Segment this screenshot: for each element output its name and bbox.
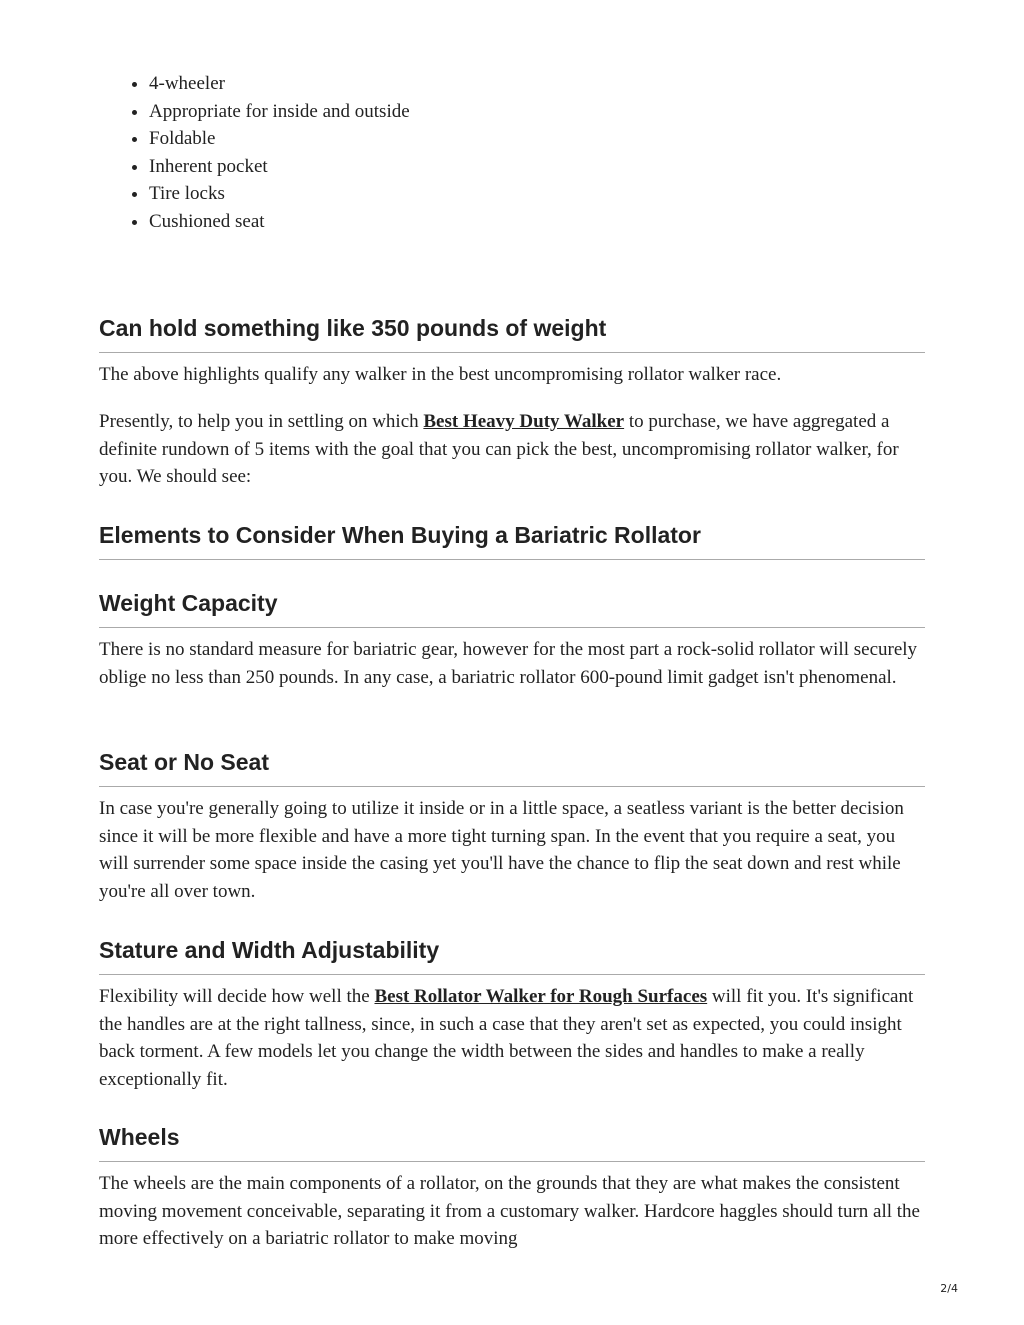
heading-elements-to-consider: Elements to Consider When Buying a Bariatric Rollator bbox=[99, 521, 925, 560]
heading-seat-or-no-seat: Seat or No Seat bbox=[99, 748, 925, 787]
list-item: • 4-wheeler bbox=[149, 70, 410, 98]
text: will fit you. It's significant the handles are at the right tallness, since, in such a case that they aren't set as expected, you could insight back torment. A few models let you change the width between the sides and handles to make a really exceptionally fit. bbox=[99, 986, 914, 1090]
heading-weight-capacity: Weight Capacity bbox=[99, 589, 925, 628]
text: to purchase, we have aggregated a definite rundown of 5 items with the goal that you can pick the best, uncompromising rollator walker, for you. We should see: bbox=[99, 411, 899, 488]
list-item: • Appropriate for inside and outside bbox=[149, 98, 410, 126]
heading-wheels: Wheels bbox=[99, 1123, 925, 1162]
page-number: 2/4 bbox=[940, 1282, 958, 1295]
feature-list bbox=[126, 70, 410, 236]
text: Presently, to help you in settling on which bbox=[99, 411, 424, 432]
paragraph: There is no standard measure for bariatric gear, however for the most part a rock-solid rollator will securely oblige no less than 250 pounds. In any case, a bariatric rollator 600-pound limit gadget isn't phenomenal. bbox=[99, 639, 918, 688]
list-item: • Cushioned seat bbox=[149, 208, 410, 236]
paragraph: In case you're generally going to utilize it inside or in a little space, a seatless variant is the better decision since it will be more flexible and have a more tight turning span. In the event that you require a seat, you will surrender some space inside the casing yet you'll have the chance to flip the seat down and rest while you're all over town. bbox=[99, 798, 904, 902]
heading-weight-limit: Can hold something like 350 pounds of weight bbox=[99, 314, 925, 353]
list-item: • Tire locks bbox=[149, 180, 410, 208]
heading-stature-width: Stature and Width Adjustability bbox=[99, 936, 925, 975]
paragraph: The above highlights qualify any walker in the best uncompromising rollator walker race. bbox=[99, 364, 782, 385]
paragraph: The wheels are the main components of a rollator, on the grounds that they are what makes the consistent moving movement conceivable, separating it from a customary walker. Hardcore haggles should turn all the more effectively on a bariatric rollator to make moving bbox=[99, 1173, 920, 1250]
best-heavy-duty-walker-link[interactable]: Best Heavy Duty Walker bbox=[423, 411, 625, 432]
list-item: • Foldable bbox=[149, 125, 410, 153]
list-item: • Inherent pocket bbox=[149, 153, 410, 181]
text: Flexibility will decide how well the bbox=[99, 986, 375, 1007]
paragraph bbox=[99, 983, 925, 1093]
paragraph bbox=[99, 408, 925, 491]
best-rollator-walker-rough-surfaces-link[interactable]: Best Rollator Walker for Rough Surfaces bbox=[374, 986, 708, 1007]
